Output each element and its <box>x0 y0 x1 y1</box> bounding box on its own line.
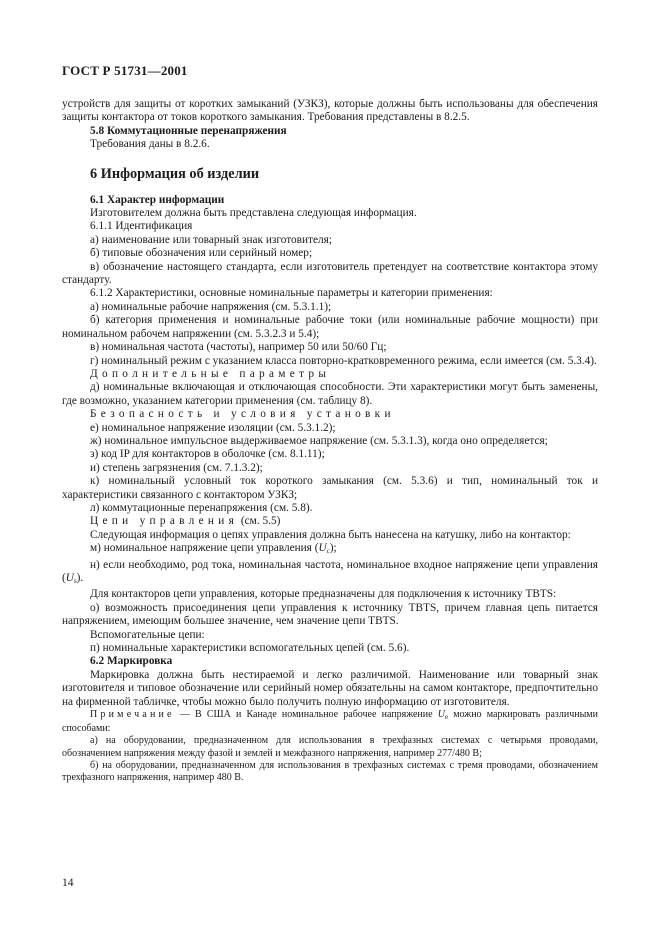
symbol-u: U <box>65 572 74 584</box>
list-item: в) обозначение настоящего стандарта, если изготовитель претендует на соответствие контактора этому стандарту. <box>62 260 598 287</box>
list-item: г) номинальный режим с указанием класса повторно-кратковременного режима, если имеется (см. 5.3.4). <box>90 354 597 367</box>
list-item-text: ). <box>76 572 84 584</box>
aux-subheading: Вспомогательные цепи: <box>90 628 205 641</box>
note-item: а) на оборудовании, предназначенном для использования в трехфазных системах с четырьмя проводами, обозначением напряжения между фазой и землей и межфазного напряжения, например 277/480 В; <box>62 735 598 759</box>
document-id: ГОСТ Р 51731—2001 <box>62 63 188 78</box>
list-item: б) категория применения и номинальные рабочие токи (или номинальные рабочие мощности) при номинальном рабочем напряжении (см. 5.3.2.3 и 5.4); <box>62 314 598 340</box>
document-body <box>62 98 598 784</box>
list-item: з) код IP для контакторов в оболочке (см. 8.1.11); <box>90 448 325 461</box>
control-subheading <box>62 515 598 528</box>
note-text: можно маркировать различными способами: <box>62 709 598 735</box>
list-item: а) номинальные рабочие напряжения (см. 5.3.1.1); <box>90 300 332 313</box>
symbol-u: U <box>318 542 327 555</box>
list-item-text: н) если необходимо, род тока, номинальная частота, номинальное входное напряжение цепи управления ( <box>62 558 598 584</box>
note-paragraph <box>62 709 598 735</box>
symbol-subscript: s <box>73 577 77 585</box>
symbol-subscript: c <box>326 547 330 556</box>
note-text: — В США и Канаде номинальное рабочее напряжение <box>174 709 438 721</box>
list-item: л) коммутационные перенапряжения (см. 5.8). <box>90 501 313 514</box>
list-item-text: м) номинальное напряжение цепи управления ( <box>90 542 319 555</box>
page-number: 14 <box>62 877 74 889</box>
list-item: а) наименование или товарный знак изготовителя; <box>90 233 332 246</box>
section-6-1-1-title: 6.1.1 Идентификация <box>90 220 193 233</box>
section-6-1-text: Изготовителем должна быть представлена следующая информация. <box>90 207 417 220</box>
control-intro: Следующая информация о цепях управления должна быть нанесена на катушку, либо на контактор: <box>90 528 571 541</box>
note-label: Примечание <box>90 709 175 721</box>
section-6-2-text: Маркировка должна быть нестираемой и легко различимой. Наименование или товарный знак изготовителя и типовое обозначение или серийный номер обязательны на самом контакторе, предпочтительно на фирменной табличке, чтобы можно было получить полную информацию от изготовителя. <box>62 668 598 708</box>
extra-params-subheading: Дополнительные параметры <box>90 367 331 380</box>
list-item <box>62 542 598 558</box>
list-item: б) типовые обозначения или серийный номер; <box>90 247 313 260</box>
section-6-1-title: 6.1 Характер информации <box>90 193 225 206</box>
list-item <box>62 559 598 589</box>
list-item: в) номинальная частота (частоты), например 50 или 50/60 Гц; <box>90 341 387 354</box>
list-item: о) возможность присоединения цепи управления к источнику TBTS, причем главная цепь питается напряжением, имеющим большее значение, чем значение цепи TBTS. <box>62 601 598 628</box>
section-5-8-title: 5.8 Коммутационные перенапряжения <box>90 124 287 137</box>
list-item: е) номинальное напряжение изоляции (см. 5.3.1.2); <box>90 421 336 434</box>
tbts-intro: Для контакторов цепи управления, которые предназначены для подключения к источнику TBTS: <box>90 588 557 601</box>
safety-subheading: Безопасность и условия установки <box>90 408 395 421</box>
list-item: ж) номинальное импульсное выдерживаемое напряжение (см. 5.3.1.3), когда оно определяется; <box>90 434 548 447</box>
section-5-8-text: Требования даны в 8.2.6. <box>90 138 210 151</box>
list-item: п) номинальные характеристики вспомогательных цепей (см. 5.6). <box>90 642 410 655</box>
control-subheading-ref: (см. 5.5) <box>238 515 281 528</box>
list-item: и) степень загрязнения (см. 7.1.3.2); <box>90 461 263 474</box>
intro-paragraph: устройств для защиты от коротких замыканий (УЗКЗ), которые должны быть использованы для обеспечения защиты контактора от токов короткого замыкания. Требования представлены в 8.2.5. <box>62 98 598 124</box>
list-item: д) номинальные включающая и отключающая способности. Эти характеристики могут быть заменены, где возможно, указанием категории применения (см. таблицу 8). <box>62 381 598 407</box>
list-item-text: ); <box>329 542 337 555</box>
section-6-2-title: 6.2 Маркировка <box>90 655 173 668</box>
section-6-1-2-title: 6.1.2 Характеристики, основные номинальные параметры и категории применения: <box>90 287 493 300</box>
chapter-6-title: 6 Информация об изделии <box>90 165 260 182</box>
symbol-u: U <box>437 709 445 721</box>
symbol-subscript: e <box>444 713 449 722</box>
control-subheading-label: Цепи управления <box>90 515 239 528</box>
note-item: б) на оборудовании, предназначенном для использования в трехфазных системах с тремя проводами, обозначением трехфазного напряжения, например 480 В. <box>62 759 598 784</box>
list-item: к) номинальный условный ток короткого замыкания (см. 5.3.6) и тип, номинальный ток и характеристики связанного с контактором УЗКЗ; <box>62 475 598 501</box>
